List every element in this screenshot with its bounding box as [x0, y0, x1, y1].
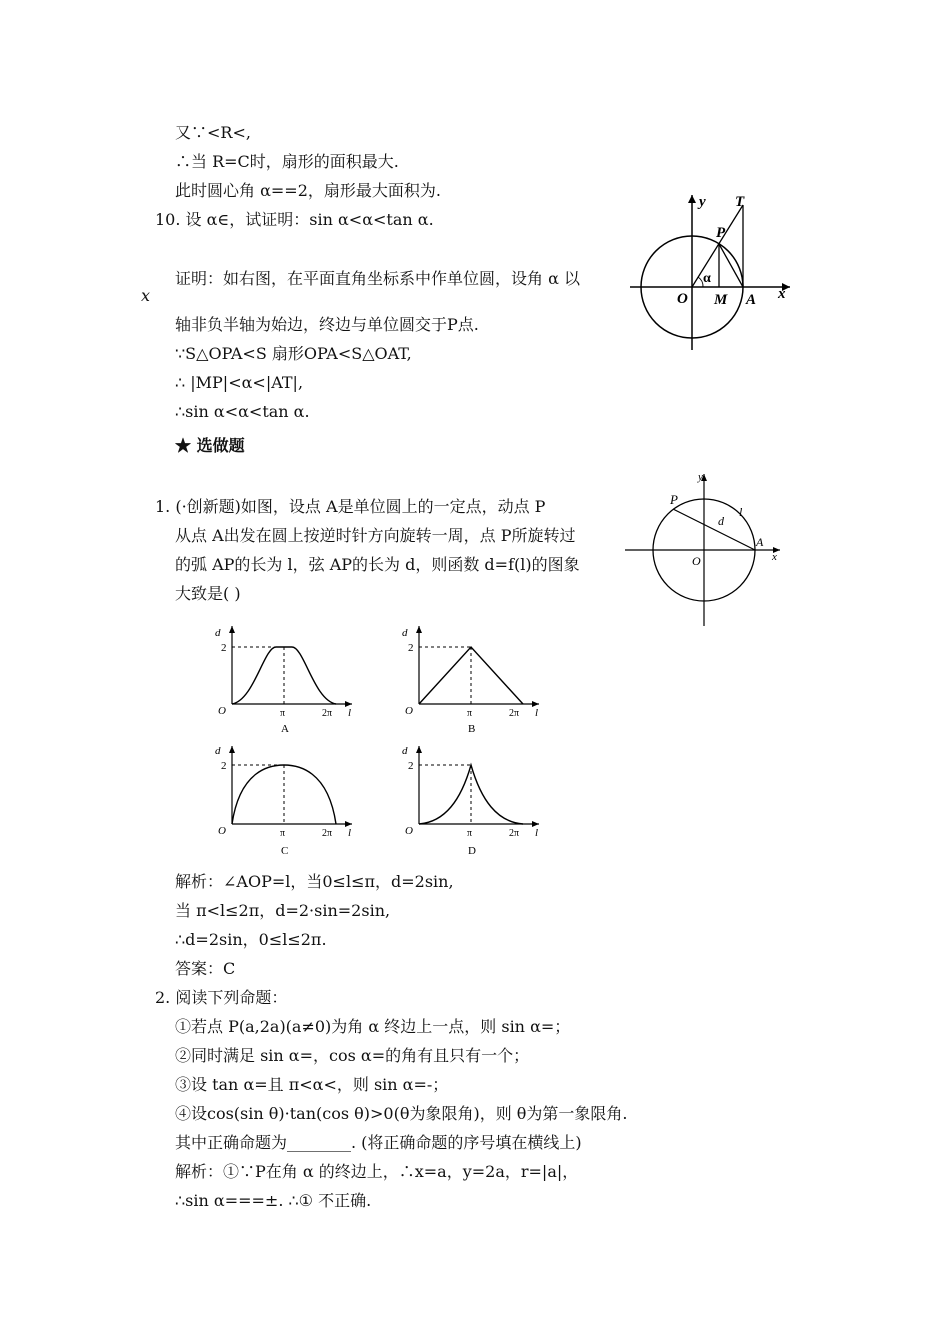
text-line: ②同时满足 sin α=，cos α=的角有且只有一个；	[175, 1046, 530, 1065]
text-line: 从点 A出发在圆上按逆时针方向旋转一周，点 P所旋转过	[175, 526, 576, 545]
text-line: 解析：①∵P在角 α 的终边上，∴x=a，y=2a，r=|a|，	[175, 1162, 579, 1181]
label-A: A	[756, 535, 764, 549]
label-M: M	[714, 292, 728, 308]
label-alpha: α	[703, 271, 711, 286]
tick-2pi: 2π	[509, 828, 520, 839]
text-line: 又∵<R<,	[175, 123, 251, 142]
text-line: 大致是( )	[175, 584, 241, 603]
problem-10-statement: 10. 设 α∈，试证明：sin α<α<tan α.	[155, 210, 434, 229]
chord-AP	[673, 509, 755, 550]
text-line: ∴d=2sin，0≤l≤2π.	[175, 930, 327, 949]
label-O: O	[677, 291, 688, 307]
label-y: y	[699, 194, 706, 210]
option-label: D	[468, 845, 476, 857]
unit-circle-arc-figure	[622, 468, 787, 628]
label-O: O	[692, 554, 701, 568]
text-line: 此时圆心角 α==2，扇形最大面积为.	[175, 181, 441, 200]
label-d: d	[718, 514, 724, 528]
tick-pi: π	[467, 708, 473, 719]
tick-2: 2	[221, 760, 227, 772]
tick-2: 2	[408, 642, 414, 654]
origin-O: O	[405, 705, 413, 717]
option-label: B	[468, 723, 476, 735]
text-line: 证明：如右图，在平面直角坐标系中作单位圆，设角 α 以	[175, 269, 580, 288]
terminal-side	[692, 205, 743, 287]
text-line: ∴当 R=C时，扇形的面积最大.	[175, 152, 399, 171]
tick-2pi: 2π	[322, 828, 333, 839]
label-x: x	[778, 286, 786, 302]
tick-pi: π	[280, 828, 286, 839]
axis-label-l: l	[535, 707, 539, 719]
answer-line: 答案：C	[175, 959, 236, 978]
problem-1-statement: 1. (·创新题)如图，设点 A是单位圆上的一定点，动点 P	[155, 497, 546, 516]
text-line: ∵S△OPA<S 扇形OPA<S△OAT,	[175, 344, 412, 363]
section-heading: ★ 选做题	[175, 436, 245, 455]
option-graph-a	[210, 620, 360, 740]
label-P: P	[716, 225, 726, 241]
option-label: A	[281, 723, 289, 735]
unit-circle-tangent-figure	[625, 190, 795, 355]
problem-2-statement: 2. 阅读下列命题：	[155, 988, 288, 1007]
text-line: ∴sin α<α<tan α.	[175, 402, 310, 421]
text-line: ∴ |MP|<α<|AT|,	[175, 373, 304, 392]
tick-2: 2	[408, 760, 414, 772]
label-A: A	[746, 292, 757, 308]
label-x: x	[772, 551, 777, 563]
axis-label-l: l	[348, 827, 352, 839]
text-line: 的弧 AP的长为 l，弦 AP的长为 d，则函数 d=f(l)的图象	[175, 555, 580, 574]
axis-label-d: d	[215, 627, 221, 639]
text-line: ③设 tan α=且 π<α<，则 sin α=-；	[175, 1075, 449, 1094]
label-l: l	[739, 505, 743, 519]
label-T: T	[735, 194, 745, 210]
option-graph-d	[397, 740, 547, 860]
option-graph-b	[397, 620, 547, 740]
axis-label-d: d	[215, 745, 221, 757]
origin-O: O	[218, 705, 226, 717]
tick-pi: π	[280, 708, 286, 719]
axis-label-d: d	[402, 627, 408, 639]
tick-2: 2	[221, 642, 227, 654]
option-graph-c	[210, 740, 360, 860]
origin-O: O	[218, 825, 226, 837]
text-line: 轴非负半轴为始边，终边与单位圆交于P点.	[175, 315, 479, 334]
segment-PA	[719, 244, 743, 287]
text-line: 其中正确命题为________. (将正确命题的序号填在横线上)	[175, 1133, 582, 1152]
text-line: x	[141, 286, 151, 305]
text-line: ④设cos(sin θ)·tan(cos θ)>0(θ为象限角)，则 θ为第一象限角.	[175, 1104, 628, 1123]
axis-label-l: l	[535, 827, 539, 839]
axis-label-d: d	[402, 745, 408, 757]
label-P: P	[670, 492, 678, 507]
tick-pi: π	[467, 828, 473, 839]
origin-O: O	[405, 825, 413, 837]
label-y: y	[698, 471, 703, 483]
tick-2pi: 2π	[322, 708, 333, 719]
text-line: 当 π<l≤2π，d=2·sin=2sin,	[175, 901, 391, 920]
text-line: ∴sin α===±. ∴① 不正确.	[175, 1191, 372, 1210]
tick-2pi: 2π	[509, 708, 520, 719]
axis-label-l: l	[348, 707, 352, 719]
text-line: ①若点 P(a,2a)(a≠0)为角 α 终边上一点，则 sin α=；	[175, 1017, 571, 1036]
option-label: C	[281, 845, 289, 857]
text-line: 解析：∠AOP=l，当0≤l≤π，d=2sin,	[175, 872, 454, 891]
